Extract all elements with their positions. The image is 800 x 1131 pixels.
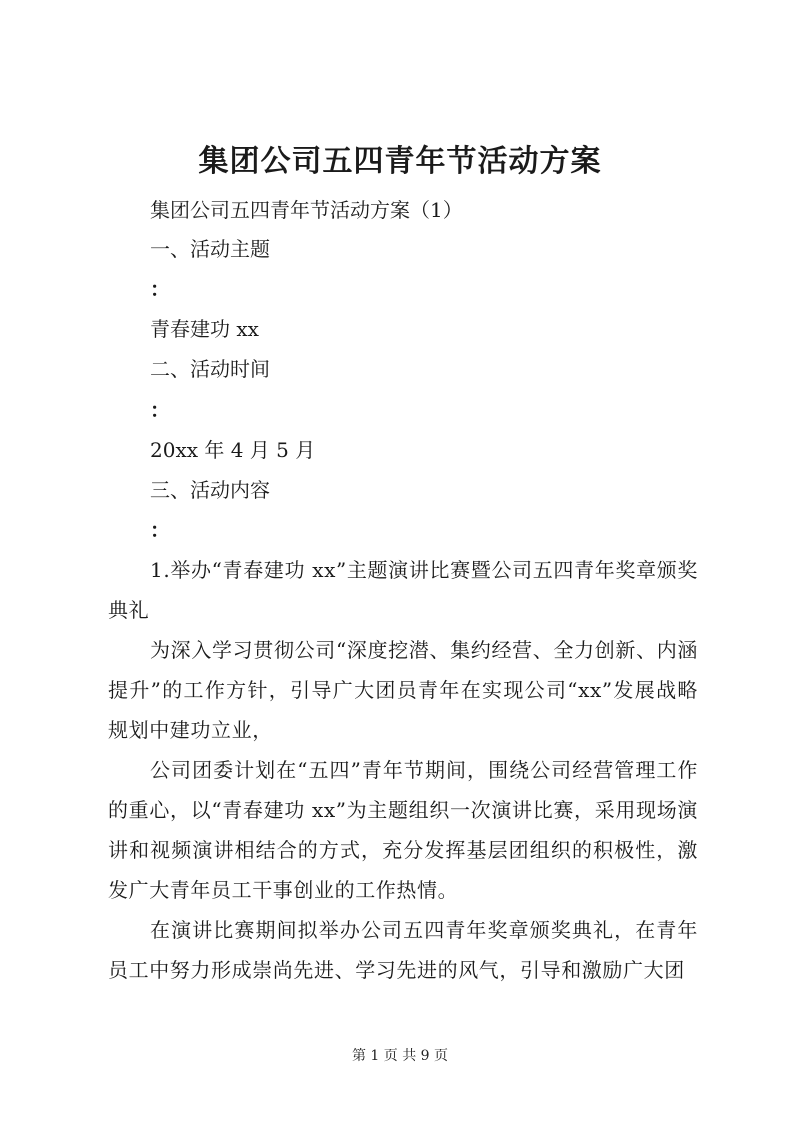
- section-heading-theme: 一、活动主题: [150, 237, 270, 261]
- theme-text: 青春建功 xx: [150, 317, 259, 341]
- section-heading-content: 三、活动内容: [150, 478, 270, 502]
- content-item-1: 1.举办“青春建功 xx”主题演讲比赛暨公司五四青年奖章颁奖典礼: [108, 558, 698, 622]
- document-subtitle: 集团公司五四青年节活动方案（1）: [150, 198, 463, 222]
- paragraph-award-ceremony: 在演讲比赛期间拟举办公司五四青年奖章颁奖典礼，在青年员工中努力形成崇尚先进、学习先进的风气，引导和激励广大团: [108, 918, 698, 982]
- section-heading-time: 二、活动时间: [150, 357, 270, 381]
- colon-marker: ：: [150, 398, 170, 422]
- colon-marker: ：: [150, 518, 170, 542]
- document-title: 集团公司五四青年节活动方案: [198, 144, 602, 179]
- page-footer: 第 1 页 共 9 页: [351, 1048, 449, 1064]
- paragraph-guideline: 为深入学习贯彻公司“深度挖潜、集约经营、全力创新、内涵提升”的工作方针，引导广大团员青年在实现公司“xx”发展战略规划中建功立业，: [108, 638, 698, 742]
- date-text: 20xx 年 4 月 5 月: [150, 438, 316, 462]
- paragraph-speech-contest: 公司团委计划在“五四”青年节期间，围绕公司经营管理工作的重心，以“青春建功 xx”为主题组织一次演讲比赛，采用现场演讲和视频演讲相结合的方式，充分发挥基层团组织的积极性，激发广大青年员工干事创业的工作热情。: [108, 758, 698, 902]
- colon-marker: ：: [150, 277, 170, 301]
